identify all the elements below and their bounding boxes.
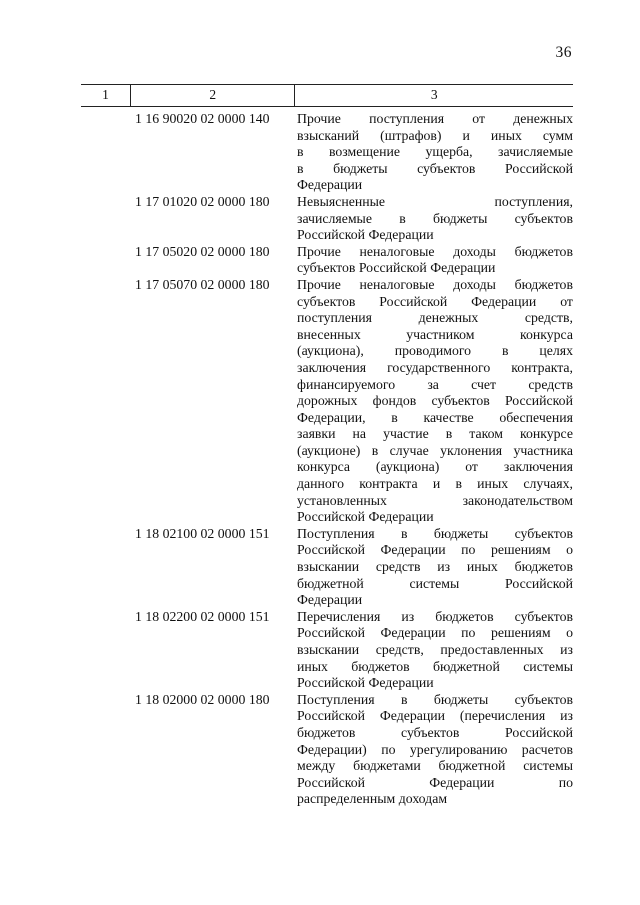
header-col-1: 1 (102, 87, 109, 102)
table-header (81, 84, 573, 107)
description-line: взыскании средств, предоставленных из (297, 642, 573, 657)
table-row (81, 692, 573, 808)
budget-code: 1 18 02000 02 0000 180 (135, 691, 270, 707)
description-line: бюджетов субъектов Российской (297, 724, 573, 740)
description-line: дорожных фондов субъектов Российской (297, 393, 573, 409)
header-col-3: 3 (430, 87, 438, 102)
description-line: установленных законодательством (297, 492, 573, 508)
table-body (81, 111, 573, 808)
income-description (294, 277, 573, 526)
description-line: конкурса (аукциона) от заключения (297, 459, 573, 475)
description-line: Поступления в бюджеты субъектов (297, 525, 573, 541)
description-line: зачисляемые в бюджеты субъектов (297, 210, 573, 226)
description-line: поступления денежных средств, (297, 310, 573, 326)
description-line: Российской Федерации (297, 675, 434, 691)
description-line: распределенным доходам (297, 791, 448, 807)
description-line: Невыясненные поступления, (297, 193, 573, 209)
income-description (294, 526, 573, 609)
description-line: между бюджетами бюджетной системы (297, 758, 573, 774)
income-description (294, 111, 573, 194)
header-col-2: 2 (209, 87, 217, 102)
income-description (294, 244, 573, 277)
description-line: Федерации) по урегулированию расчетов (297, 741, 573, 757)
budget-code: 1 18 02200 02 0000 151 (135, 608, 270, 624)
description-line: в возмещение ущерба, зачисляемые (297, 144, 573, 160)
description-line: бюджетной системы Российской (297, 575, 573, 591)
description-line: иных бюджетов бюджетной системы (297, 658, 573, 674)
table-row (81, 526, 573, 609)
description-line: Федерации (297, 592, 363, 608)
description-line: (аукциона), проводимого в целях (297, 343, 573, 359)
description-line: Российской Федерации (297, 509, 434, 525)
description-line: взысканий (штрафов) и иных сумм (297, 127, 573, 143)
budget-code: 1 17 01020 02 0000 180 (135, 193, 270, 209)
income-description (294, 692, 573, 808)
description-line: заключения государственного контракта, (297, 359, 573, 375)
budget-code: 1 16 90020 02 0000 140 (135, 111, 270, 126)
description-line: Поступления в бюджеты субъектов (297, 691, 573, 707)
description-line: в бюджеты субъектов Российской (297, 160, 573, 176)
income-description (294, 194, 573, 244)
table-row (81, 111, 573, 194)
description-line: заявки на участие в таком конкурсе (297, 426, 573, 442)
budget-code: 1 18 02100 02 0000 151 (135, 525, 270, 541)
description-line: Российской Федерации (297, 227, 434, 243)
table-row (81, 194, 573, 244)
description-line: Российской Федерации (перечисления из (297, 708, 573, 724)
description-line: данного контракта и в иных случаях, (297, 476, 573, 492)
description-line: (аукционе) в случае уклонения участника (297, 442, 573, 458)
description-line: взыскании средств из иных бюджетов (297, 559, 573, 575)
description-line: внесенных участником конкурса (297, 326, 573, 342)
description-line: Российской Федерации по (297, 774, 573, 790)
table-row (81, 609, 573, 692)
page-number: 36 (555, 44, 572, 61)
description-line: Российской Федерации по решениям о (297, 625, 573, 641)
description-line: Прочие неналоговые доходы бюджетов (297, 276, 573, 292)
income-description (294, 609, 573, 692)
description-line: Прочие неналоговые доходы бюджетов (297, 243, 573, 259)
description-line: Перечисления из бюджетов субъектов (297, 608, 573, 624)
budget-code: 1 17 05020 02 0000 180 (135, 243, 270, 259)
budget-code: 1 17 05070 02 0000 180 (135, 276, 270, 292)
table-row (81, 277, 573, 526)
description-line: финансируемого за счет средств (297, 376, 573, 392)
description-line: субъектов Российской Федерации от (297, 293, 573, 309)
description-line: Федерации (297, 177, 363, 193)
description-line: Российской Федерации по решениям о (297, 542, 573, 558)
description-line: Прочие поступления от денежных (297, 111, 573, 126)
table-row (81, 244, 573, 277)
description-line: Федерации, в качестве обеспечения (297, 409, 573, 425)
description-line: субъектов Российской Федерации (297, 260, 496, 276)
